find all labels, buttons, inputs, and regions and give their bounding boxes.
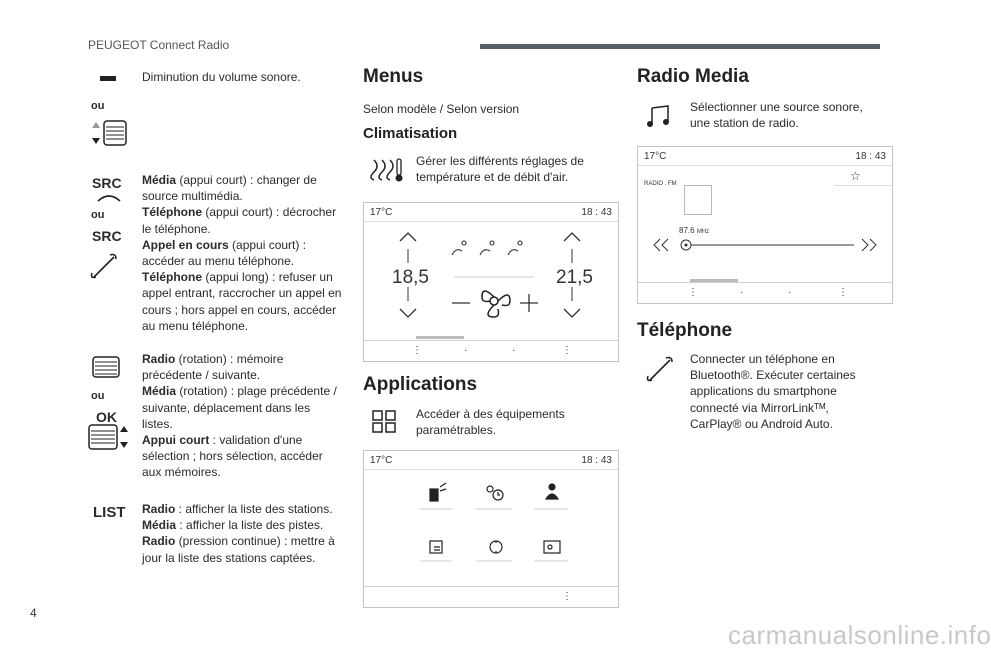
screen-clock: 18 : 43	[581, 207, 612, 218]
menus-subtitle: Selon modèle / Selon version	[363, 102, 520, 116]
telephone-title: Téléphone	[637, 320, 733, 341]
src-button-icon: SRC	[92, 175, 122, 191]
bottom-menu-dot: ·	[740, 287, 744, 298]
favorite-star-icon: ☆	[850, 169, 861, 183]
applications-grid-icon	[372, 410, 398, 434]
list-button-icon: LIST	[93, 504, 126, 521]
telephone-desc: Connecter un téléphone en Bluetooth®. Exécuter certaines applications du smartphone connecté via MirrorLinkᵀᴹ, CarPlay® ou Android Auto.	[690, 352, 856, 431]
right-temp: 21,5	[556, 267, 593, 288]
radio-media-desc: Sélectionner une source sonore, une station de radio.	[690, 100, 863, 131]
screen-temp: 17°C	[370, 455, 393, 466]
station-art	[684, 185, 712, 215]
bottom-menu-dot: ·	[512, 345, 516, 356]
phone-handset-icon	[90, 253, 120, 279]
radio-band: RADIO . FM	[644, 181, 677, 187]
ok-button-icon: OK	[96, 409, 117, 425]
or-label: ou	[91, 100, 105, 112]
screen-temp: 17°C	[644, 151, 667, 162]
screen-clock: 18 : 43	[581, 455, 612, 466]
phone-handset-icon	[646, 356, 676, 382]
climate-screen	[363, 202, 619, 362]
fan-icon	[482, 291, 510, 317]
bottom-menu-dot: ⋮	[412, 345, 422, 356]
climate-desc: Gérer les différents réglages de température et de débit d'air.	[416, 154, 584, 185]
left-temp: 18,5	[392, 267, 429, 288]
radio-screen	[637, 146, 893, 304]
radio-media-title: Radio Media	[637, 66, 749, 87]
music-note-icon	[646, 104, 672, 128]
climate-icon	[370, 158, 404, 182]
header-rule	[480, 44, 880, 49]
src-description: Média (appui court) : changer de source multimédia. Téléphone (appui court) : décrocher le téléphone. Appel en cours (appui court) : accéder au menu téléphone. Téléphone (appui long) : refuser un appel entrant, raccrocher un appel en cours ; hors appel en cours, accéder au menu téléphone.	[142, 173, 342, 333]
applications-title: Applications	[363, 374, 478, 395]
volume-down-text: Diminution du volume sonore.	[142, 70, 301, 84]
applications-desc: Accéder à des équipements paramétrables.	[416, 407, 565, 438]
volume-down-icon	[100, 76, 116, 81]
page-number: 4	[30, 606, 37, 620]
bottom-menu-dot: ⋮	[562, 591, 572, 602]
climate-title: Climatisation	[363, 125, 458, 142]
menus-title: Menus	[363, 66, 424, 87]
bottom-menu-dot: ⋮	[562, 345, 572, 356]
src-phone-icon	[96, 193, 122, 203]
bottom-menu-dot: ·	[464, 345, 468, 356]
or-label: ou	[91, 390, 105, 402]
watermark: carmanualsonline.info	[728, 620, 991, 650]
screen-clock: 18 : 43	[855, 151, 886, 162]
running-header: PEUGEOT Connect Radio	[88, 38, 230, 52]
app-icons	[414, 479, 574, 579]
screen-temp: 17°C	[370, 207, 393, 218]
air-distribution-icons	[452, 241, 522, 255]
or-label: ou	[91, 209, 105, 221]
src-button-icon: SRC	[92, 228, 122, 244]
applications-screen	[363, 450, 619, 608]
volume-wheel-icon	[88, 120, 128, 146]
bottom-menu-dot: ⋮	[838, 287, 848, 298]
wheel-description: Radio (rotation) : mémoire précédente / suivante. Média (rotation) : plage précédente / suivante, déplacement dans les listes. Appui court : validation d'une sélection ; hors sélection, accéder aux mémoires.	[142, 352, 337, 480]
bottom-menu-dot: ⋮	[688, 287, 698, 298]
list-description: Radio : afficher la liste des stations. Média : afficher la liste des pistes. Radio (pression continue) : mettre à jour la liste des stations captées.	[142, 502, 335, 565]
bottom-menu-dot: ·	[788, 287, 792, 298]
frequency: 87.6 MHz	[679, 226, 710, 235]
tuning-slider[interactable]	[650, 235, 880, 259]
thumbwheel-icon	[92, 356, 122, 378]
ok-wheel-icon	[88, 424, 132, 450]
